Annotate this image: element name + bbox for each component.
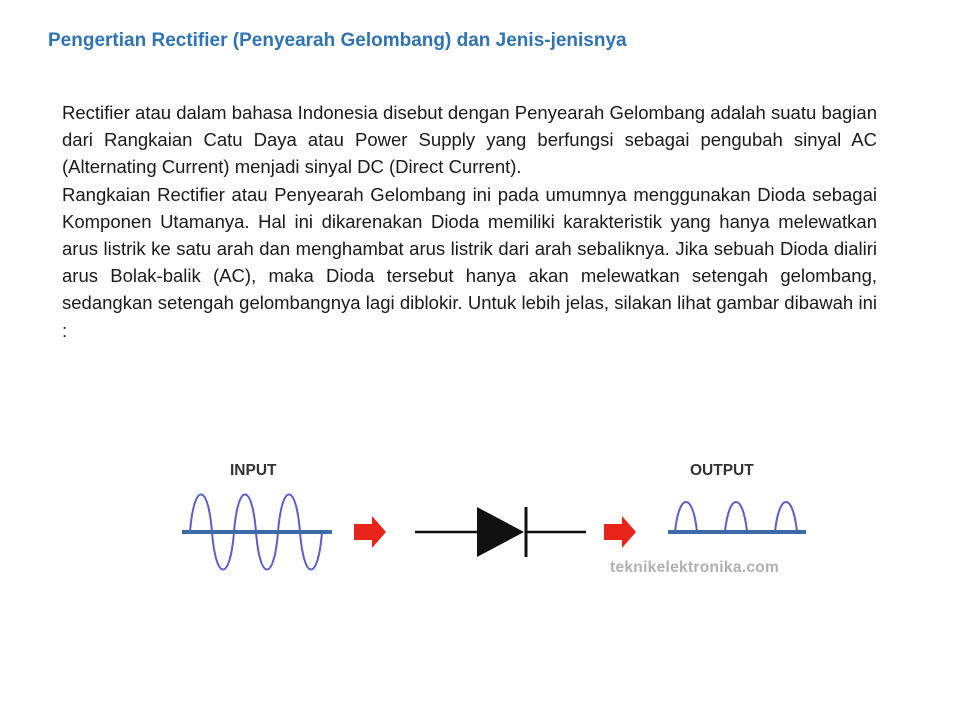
arrow-right-icon — [604, 516, 636, 548]
slide-title: Pengertian Rectifier (Penyearah Gelombang) dan Jenis-jenisnya — [48, 30, 627, 51]
rectifier-diagram — [172, 452, 822, 592]
paragraph-definition: Rectifier atau dalam bahasa Indonesia disebut dengan Penyearah Gelombang adalah suatu bagian dari Rangkaian Catu Daya atau Power Supply yang berfungsi sebagai pengubah sinyal AC (Alternating Current) menjadi sinyal DC (Direct Current). — [62, 102, 877, 178]
body-text — [62, 99, 877, 344]
input-label: INPUT — [230, 462, 277, 479]
watermark: teknikelektronika.com — [610, 559, 780, 576]
arrow-right-icon — [354, 516, 386, 548]
output-label: OUTPUT — [690, 462, 754, 479]
output-dc-wave — [675, 502, 797, 532]
diode-icon — [477, 507, 524, 557]
paragraph-diode-explanation: Rangkaian Rectifier atau Penyearah Gelombang ini pada umumnya menggunakan Dioda sebagai Komponen Utamanya. Hal ini dikarenakan Dioda memiliki karakteristik yang hanya melewatkan arus listrik ke satu arah dan menghambat arus listrik dari arah sebaliknya. Jika sebuah Dioda dialiri arus Bolak-balik (AC), maka Dioda tersebut hanya akan melewatkan setengah gelombang, sedangkan setengah gelombangnya lagi diblokir. Untuk lebih jelas, silakan lihat gambar dibawah ini : — [62, 183, 877, 341]
